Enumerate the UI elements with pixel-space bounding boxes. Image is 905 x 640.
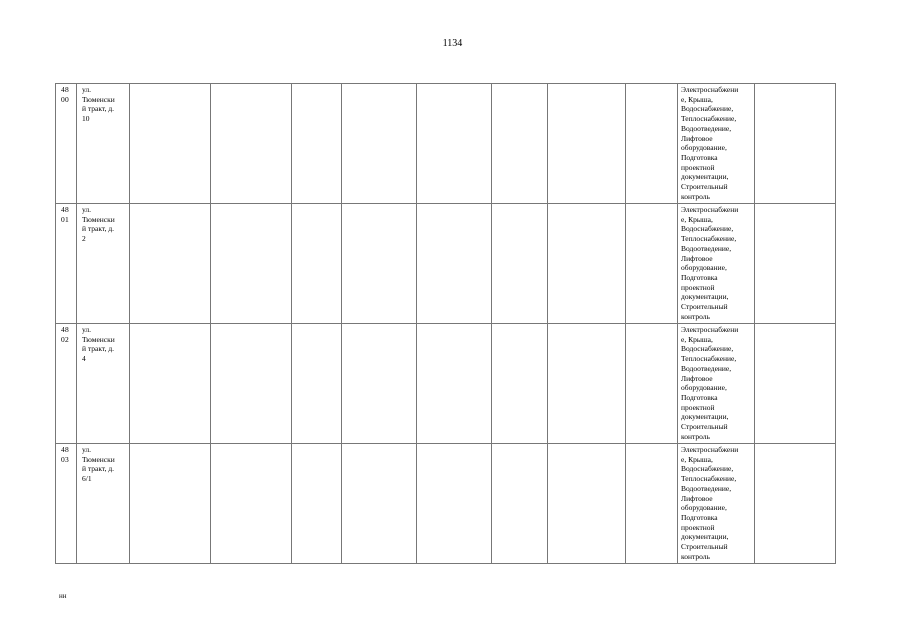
empty-cell: [342, 204, 417, 324]
empty-cell: [492, 204, 548, 324]
footer-mark: нн: [59, 592, 67, 600]
repair-program-table: [55, 83, 836, 564]
empty-cell: [211, 84, 292, 204]
empty-cell: [755, 444, 836, 564]
address-cell: ул. Тюменски й тракт, д. 10: [77, 84, 130, 204]
table-row: [56, 204, 836, 324]
empty-cell: [342, 84, 417, 204]
empty-cell: [755, 204, 836, 324]
empty-cell: [292, 324, 342, 444]
row-number-cell: 48 00: [56, 84, 77, 204]
row-number-cell: 48 02: [56, 324, 77, 444]
address-cell: ул. Тюменски й тракт, д. 4: [77, 324, 130, 444]
row-number-cell: 48 01: [56, 204, 77, 324]
empty-cell: [626, 84, 678, 204]
page-number: 1134: [442, 38, 463, 49]
table-body: [56, 84, 836, 564]
empty-cell: [626, 444, 678, 564]
empty-cell: [292, 204, 342, 324]
empty-cell: [492, 324, 548, 444]
works-list-cell: Электроснабжени е, Крыша, Водоснабжение, Теплоснабжение, Водоотведение, Лифтовое оборудование, Подготовка проектной документации, Строительный контроль: [678, 324, 755, 444]
empty-cell: [417, 444, 492, 564]
empty-cell: [130, 444, 211, 564]
empty-cell: [211, 204, 292, 324]
empty-cell: [548, 204, 626, 324]
empty-cell: [292, 84, 342, 204]
empty-cell: [417, 204, 492, 324]
empty-cell: [548, 324, 626, 444]
empty-cell: [130, 204, 211, 324]
table-row: [56, 84, 836, 204]
empty-cell: [755, 84, 836, 204]
table-row: [56, 324, 836, 444]
empty-cell: [342, 324, 417, 444]
table-row: [56, 444, 836, 564]
row-number-cell: 48 03: [56, 444, 77, 564]
empty-cell: [492, 84, 548, 204]
empty-cell: [548, 444, 626, 564]
address-cell: ул. Тюменски й тракт, д. 6/1: [77, 444, 130, 564]
empty-cell: [626, 324, 678, 444]
empty-cell: [292, 444, 342, 564]
address-cell: ул. Тюменски й тракт, д. 2: [77, 204, 130, 324]
empty-cell: [342, 444, 417, 564]
empty-cell: [211, 444, 292, 564]
empty-cell: [417, 324, 492, 444]
empty-cell: [626, 204, 678, 324]
works-list-cell: Электроснабжени е, Крыша, Водоснабжение, Теплоснабжение, Водоотведение, Лифтовое оборудование, Подготовка проектной документации, Строительный контроль: [678, 204, 755, 324]
empty-cell: [211, 324, 292, 444]
empty-cell: [755, 324, 836, 444]
empty-cell: [417, 84, 492, 204]
empty-cell: [548, 84, 626, 204]
empty-cell: [130, 324, 211, 444]
empty-cell: [492, 444, 548, 564]
works-list-cell: Электроснабжени е, Крыша, Водоснабжение, Теплоснабжение, Водоотведение, Лифтовое оборудование, Подготовка проектной документации, Строительный контроль: [678, 444, 755, 564]
empty-cell: [130, 84, 211, 204]
works-list-cell: Электроснабжени е, Крыша, Водоснабжение, Теплоснабжение, Водоотведение, Лифтовое оборудование, Подготовка проектной документации, Строительный контроль: [678, 84, 755, 204]
